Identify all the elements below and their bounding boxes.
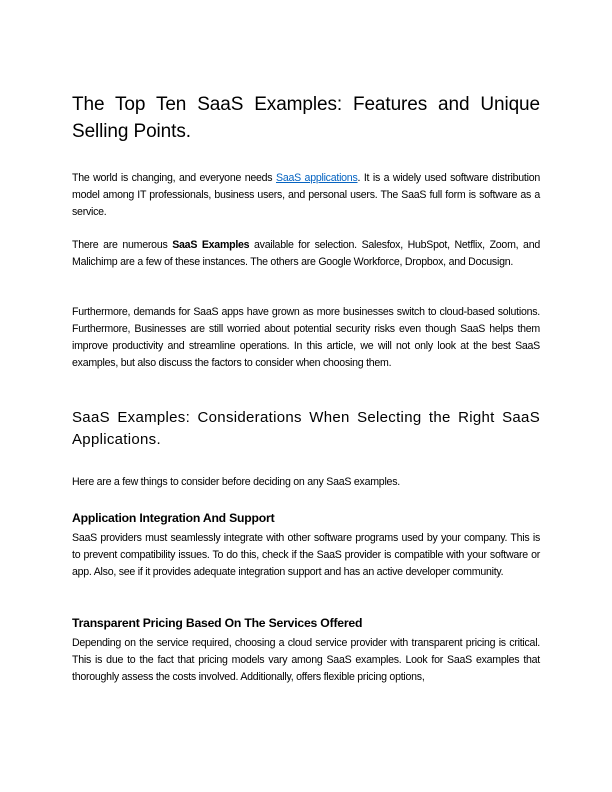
examples-text: There are numerous bbox=[72, 239, 173, 251]
intro-text: The world is changing, and everyone needs bbox=[72, 172, 276, 184]
examples-text-continued: available for selection. Salesfox, HubSpot, Netflix, Zoom, and Malichimp are a few of these instances. The others are Google Workforce, Dropbox, and Docusign. bbox=[72, 239, 540, 268]
subsection-body-integration: SaaS providers must seamlessly integrate with other software programs used by your company. This is to prevent compatibility issues. To do this, check if the SaaS provider is compatible with your software or app. Also, see if it provides adequate integration support and has an active developer community. bbox=[72, 532, 540, 578]
intro-paragraph-1 bbox=[72, 170, 540, 221]
document-title: The Top Ten SaaS Examples: Features and Unique Selling Points. bbox=[72, 94, 540, 142]
subsection-heading-integration: Application Integration And Support bbox=[72, 511, 275, 525]
saas-applications-link[interactable]: SaaS applications bbox=[276, 172, 358, 184]
subsection-body-pricing: Depending on the service required, choosing a cloud service provider with transparent pricing is critical. This is due to the fact that pricing models vary among SaaS examples. Look for SaaS examples that thoroughly assess the costs involved. Additionally, offers flexible pricing options, bbox=[72, 637, 540, 683]
section-lead: Here are a few things to consider before deciding on any SaaS examples. bbox=[72, 476, 400, 488]
intro-paragraph-3: Furthermore, demands for SaaS apps have grown as more businesses switch to cloud-based solutions. Furthermore, Businesses are still worried about potential security risks even though SaaS helps them improve productivity and streamline operations. In this article, we will not only look at the best SaaS examples, but also discuss the factors to consider when choosing them. bbox=[72, 306, 540, 369]
intro-text-continued: . It is a widely used software distribution model among IT professionals, business users, and personal users. The SaaS full form is software as a service. bbox=[72, 172, 541, 218]
saas-examples-bold: SaaS Examples bbox=[172, 239, 250, 251]
intro-paragraph-2 bbox=[72, 237, 540, 271]
section-heading: SaaS Examples: Considerations When Selecting the Right SaaS Applications. bbox=[72, 409, 540, 448]
subsection-heading-pricing: Transparent Pricing Based On The Services Offered bbox=[72, 616, 363, 630]
